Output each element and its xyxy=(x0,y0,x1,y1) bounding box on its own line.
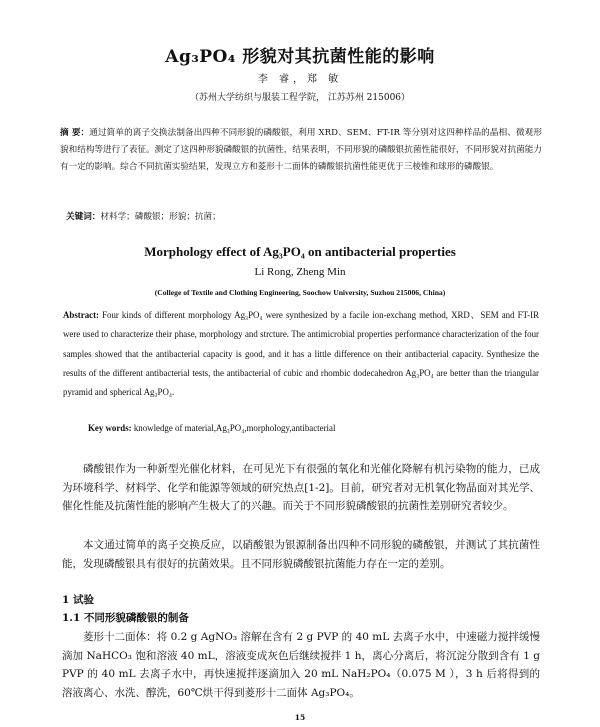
english-abstract xyxy=(63,306,539,402)
chinese-keywords-text: 材料学；磷酸银；形貌；抗菌； xyxy=(100,212,221,222)
body-paragraph-2: 本文通过简单的离子交换反应，以硝酸银为银源制备出四种不同形貌的磷酸银，并测试了其抗菌性能，发现磷酸银具有很好的抗菌效果。且不同形貌磷酸银抗菌能力存在一定的差别。 xyxy=(62,539,540,570)
page-number: 15 xyxy=(294,713,306,722)
subsection-heading-1-1: 1.1 不同形貌磷酸银的制备 xyxy=(62,612,189,624)
english-abstract-label: Abstract: xyxy=(63,310,99,320)
body-paragraph-3: 菱形十二面体：将 0.2 g AgNO₃ 溶解在含有 2 g PVP 的 40 mL 去离子水中，中速磁力搅拌缓慢滴加 NaHCO₃ 饱和溶液 40 mL，溶液变成灰色后继续搅拌 1 h，离心分离后，将沉淀分散到含有 1 g PVP 的 40 mL 去离子水中，再快速搅拌逐滴加入 20 mL NaH₂PO₄（0.075 M ），3 h 后将得到的溶液离心、水洗、醇洗，60℃烘干得到菱形十二面体 Ag₃PO₄。 xyxy=(62,631,540,699)
chinese-title: Ag₃PO₄ 形貌对其抗菌性能的影响 xyxy=(165,47,435,67)
chinese-abstract-label: 摘 要： xyxy=(60,128,90,138)
chinese-keywords-label: 关键词： xyxy=(66,212,101,222)
english-title: Morphology effect of Ag₃PO₄ on antibacterial properties xyxy=(144,244,456,259)
english-keywords-label: Key words: xyxy=(88,423,132,433)
chinese-keywords xyxy=(66,210,221,222)
chinese-abstract-text: 通过简单的离子交换法制备出四种不同形貌的磷酸银，利用 XRD、SEM、FT-IR 等分别对这四种样品的晶相、微观形貌和结构等进行了表征。测定了这四种形貌磷酸银的抗菌性，结果表明，不同形貌的磷酸银抗菌性能很好，不同形貌对抗菌能力有一定的影响。综合不同抗菌实验结果，发现立方和菱形十二面体的磷酸银抗菌性能更优于三棱锥和球形的磷酸银。 xyxy=(60,128,542,173)
english-authors: Li Rong, Zheng Min xyxy=(254,266,346,278)
english-affiliation: (College of Textile and Clothing Engineering, Soochow University, Suzhou 215006, China) xyxy=(154,288,446,297)
english-keywords xyxy=(88,423,335,433)
section-heading-1: 1 试验 xyxy=(62,594,94,606)
english-keywords-text: knowledge of material,Ag₃PO₄,morphology,antibacterial xyxy=(133,423,336,433)
english-abstract-text: Four kinds of different morphology Ag₃PO₄ were synthesized by a facile ion-exchang method, XRD、SEM and FT-IR were used to characterize their phase, morphology and strcture. The antimicrobial properties performance characterization of the four samples showed that the antibacterial capacity is good, and it has a little difference on their antibacterial capacity. Synthesize the results of the different antibacterial tests, the antibacterial of cubic and rhombic dodecahedron Ag₃PO₄ are better than the triangular pyramid and spherical Ag₃PO₄. xyxy=(63,310,540,398)
chinese-authors: 李 睿，郑 敏 xyxy=(257,74,343,85)
body-paragraph-1: 磷酸银作为一种新型光催化材料，在可见光下有很强的氧化和光催化降解有机污染物的能力，已成为环境科学、材料学、化学和能源等领域的研究热点[1-2]。目前，研究者对无机氧化物晶面对其光学、催化性能及抗菌性能的影响产生极大了的兴趣。而关于不同形貌磷酸银的抗菌性差别研究者较少。 xyxy=(62,463,540,512)
chinese-affiliation: （苏州大学纺织与服装工程学院， 江苏苏州 215006） xyxy=(189,93,411,103)
chinese-abstract xyxy=(60,125,542,177)
